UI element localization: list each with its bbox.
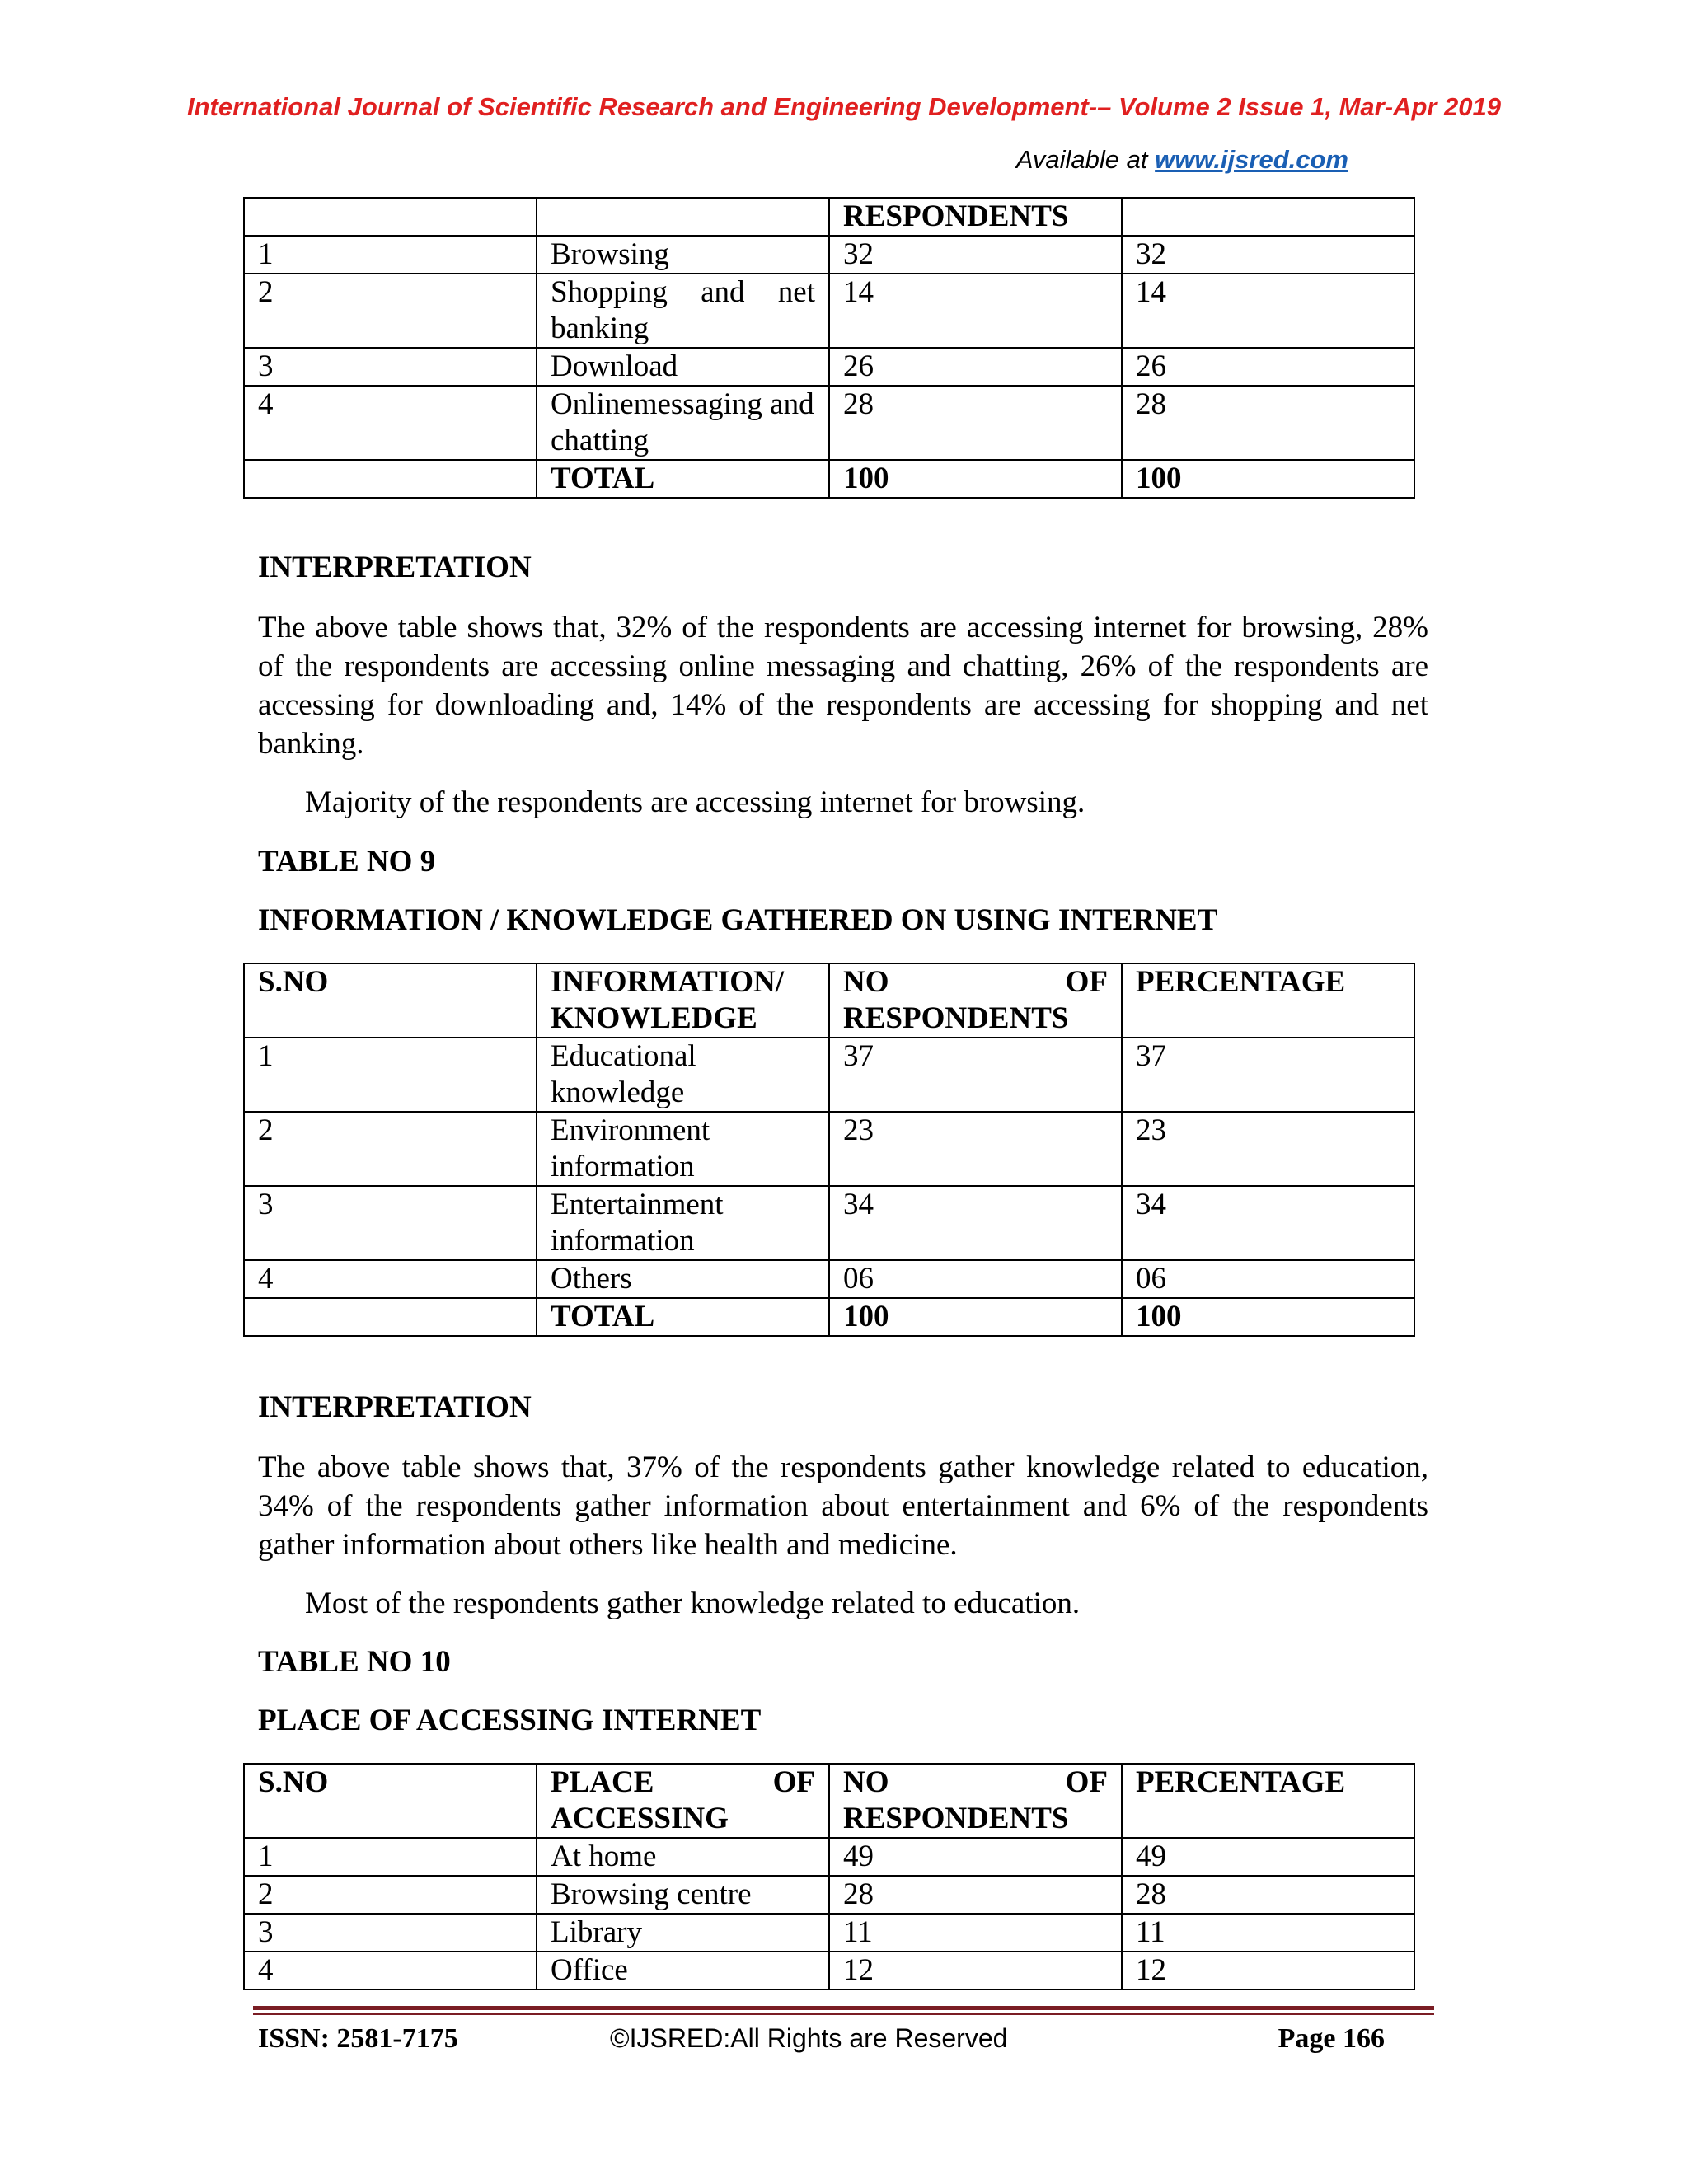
respondents-cell: 32 [829, 236, 1122, 274]
available-prefix: Available at [1015, 145, 1156, 174]
table-row [244, 236, 1414, 274]
respondents-cell: 26 [829, 348, 1122, 386]
table-header-row [244, 1764, 1414, 1838]
total-respondents: 100 [829, 1298, 1122, 1336]
availability-line [1016, 145, 1348, 175]
interpretation-heading: INTERPRETATION [258, 1390, 532, 1424]
knowledge-cell: Entertainment information [537, 1186, 829, 1260]
table-internet-purpose [243, 197, 1415, 499]
sno-cell: 4 [244, 1952, 537, 1990]
knowledge-cell: Educational knowledge [537, 1038, 829, 1112]
respondents-cell: 28 [829, 386, 1122, 460]
header-cell: PLACE OF ACCESSING [537, 1764, 829, 1838]
percentage-cell: 12 [1122, 1952, 1414, 1990]
header-cell [244, 198, 537, 236]
header-cell: PERCENTAGE [1122, 1764, 1414, 1838]
table-header-row [244, 198, 1414, 236]
table-row [244, 1112, 1414, 1186]
table-row [244, 274, 1414, 348]
percentage-cell: 06 [1122, 1260, 1414, 1298]
table-number: TABLE NO 10 [258, 1645, 451, 1679]
respondents-cell: 06 [829, 1260, 1122, 1298]
sno-cell: 4 [244, 386, 537, 460]
header-cell: INFORMATION/ KNOWLEDGE [537, 963, 829, 1038]
table-header-row [244, 963, 1414, 1038]
interpretation-conclusion: Majority of the respondents are accessing internet for browsing. [305, 785, 1085, 819]
table-row [244, 1260, 1414, 1298]
table-row [244, 1186, 1414, 1260]
header-cell [537, 198, 829, 236]
journal-header: International Journal of Scientific Research and Engineering Development-– Volume 2 Issue 1, Mar-Apr 2019 [186, 92, 1502, 121]
percentage-cell: 37 [1122, 1038, 1414, 1112]
sno-cell: 1 [244, 1038, 537, 1112]
table-row [244, 1952, 1414, 1990]
respondents-cell: 14 [829, 274, 1122, 348]
purpose-cell: Shopping and net banking [537, 274, 829, 348]
respondents-cell: 11 [829, 1914, 1122, 1952]
footer-rule [253, 2006, 1434, 2010]
header-cell: PERCENTAGE [1122, 963, 1414, 1038]
sno-cell [244, 1298, 537, 1336]
copyright: ©IJSRED:All Rights are Reserved [610, 2023, 1008, 2053]
header-cell: S.NO [244, 1764, 537, 1838]
respondents-cell: 34 [829, 1186, 1122, 1260]
table-row [244, 386, 1414, 460]
purpose-cell: Browsing [537, 236, 829, 274]
header-cell: S.NO [244, 963, 537, 1038]
interpretation-paragraph: The above table shows that, 37% of the respondents gather knowledge related to education, 34% of the respondents gather information about entertainment and 6% of the respondents gather information about others like health and medicine. [258, 1451, 1428, 1562]
table-row [244, 1914, 1414, 1952]
place-cell: Library [537, 1914, 829, 1952]
respondents-cell: 12 [829, 1952, 1122, 1990]
issn: ISSN: 2581-7175 [258, 2023, 458, 2054]
sno-cell: 1 [244, 1838, 537, 1876]
total-row [244, 460, 1414, 498]
page-number: Page 166 [1278, 2023, 1385, 2054]
percentage-cell: 28 [1122, 1876, 1414, 1914]
percentage-cell: 34 [1122, 1186, 1414, 1260]
sno-cell: 2 [244, 1876, 537, 1914]
total-percentage: 100 [1122, 1298, 1414, 1336]
percentage-cell: 28 [1122, 386, 1414, 460]
place-cell: Browsing centre [537, 1876, 829, 1914]
percentage-cell: 26 [1122, 348, 1414, 386]
sno-cell: 3 [244, 1186, 537, 1260]
header-cell [1122, 198, 1414, 236]
total-percentage: 100 [1122, 460, 1414, 498]
sno-cell: 4 [244, 1260, 537, 1298]
percentage-cell: 49 [1122, 1838, 1414, 1876]
table-row [244, 348, 1414, 386]
sno-cell: 2 [244, 1112, 537, 1186]
total-respondents: 100 [829, 460, 1122, 498]
table-row [244, 1038, 1414, 1112]
sno-cell: 2 [244, 274, 537, 348]
table-title: INFORMATION / KNOWLEDGE GATHERED ON USING INTERNET [258, 903, 1218, 937]
header-cell: NO OF RESPONDENTS [829, 963, 1122, 1038]
sno-cell: 3 [244, 1914, 537, 1952]
table-knowledge-gathered [243, 963, 1415, 1337]
total-label: TOTAL [537, 1298, 829, 1336]
respondents-cell: 28 [829, 1876, 1122, 1914]
header-cell: RESPONDENTS [829, 198, 1122, 236]
percentage-cell: 23 [1122, 1112, 1414, 1186]
total-label: TOTAL [537, 460, 829, 498]
footer-rule [253, 2013, 1434, 2015]
interpretation-heading: INTERPRETATION [258, 551, 532, 584]
knowledge-cell: Environment information [537, 1112, 829, 1186]
total-row [244, 1298, 1414, 1336]
knowledge-cell: Others [537, 1260, 829, 1298]
table-place-of-access [243, 1763, 1415, 1990]
table-title: PLACE OF ACCESSING INTERNET [258, 1704, 762, 1737]
purpose-cell: Download [537, 348, 829, 386]
sno-cell: 3 [244, 348, 537, 386]
sno-cell: 1 [244, 236, 537, 274]
percentage-cell: 32 [1122, 236, 1414, 274]
table-number: TABLE NO 9 [258, 845, 436, 879]
place-cell: At home [537, 1838, 829, 1876]
sno-cell [244, 460, 537, 498]
website-link[interactable]: www.ijsred.com [1155, 145, 1348, 174]
respondents-cell: 37 [829, 1038, 1122, 1112]
table-row [244, 1876, 1414, 1914]
table-row [244, 1838, 1414, 1876]
interpretation-conclusion: Most of the respondents gather knowledge related to education. [305, 1586, 1081, 1620]
place-cell: Office [537, 1952, 829, 1990]
respondents-cell: 23 [829, 1112, 1122, 1186]
percentage-cell: 11 [1122, 1914, 1414, 1952]
header-cell: NO OF RESPONDENTS [829, 1764, 1122, 1838]
purpose-cell: Onlinemessaging and chatting [537, 386, 829, 460]
percentage-cell: 14 [1122, 274, 1414, 348]
interpretation-paragraph: The above table shows that, 32% of the respondents are accessing internet for browsing, 28% of the respondents are accessing online messaging and chatting, 26% of the respondents are accessing for downloading and, 14% of the respondents are accessing for shopping and net banking. [258, 611, 1428, 761]
respondents-cell: 49 [829, 1838, 1122, 1876]
